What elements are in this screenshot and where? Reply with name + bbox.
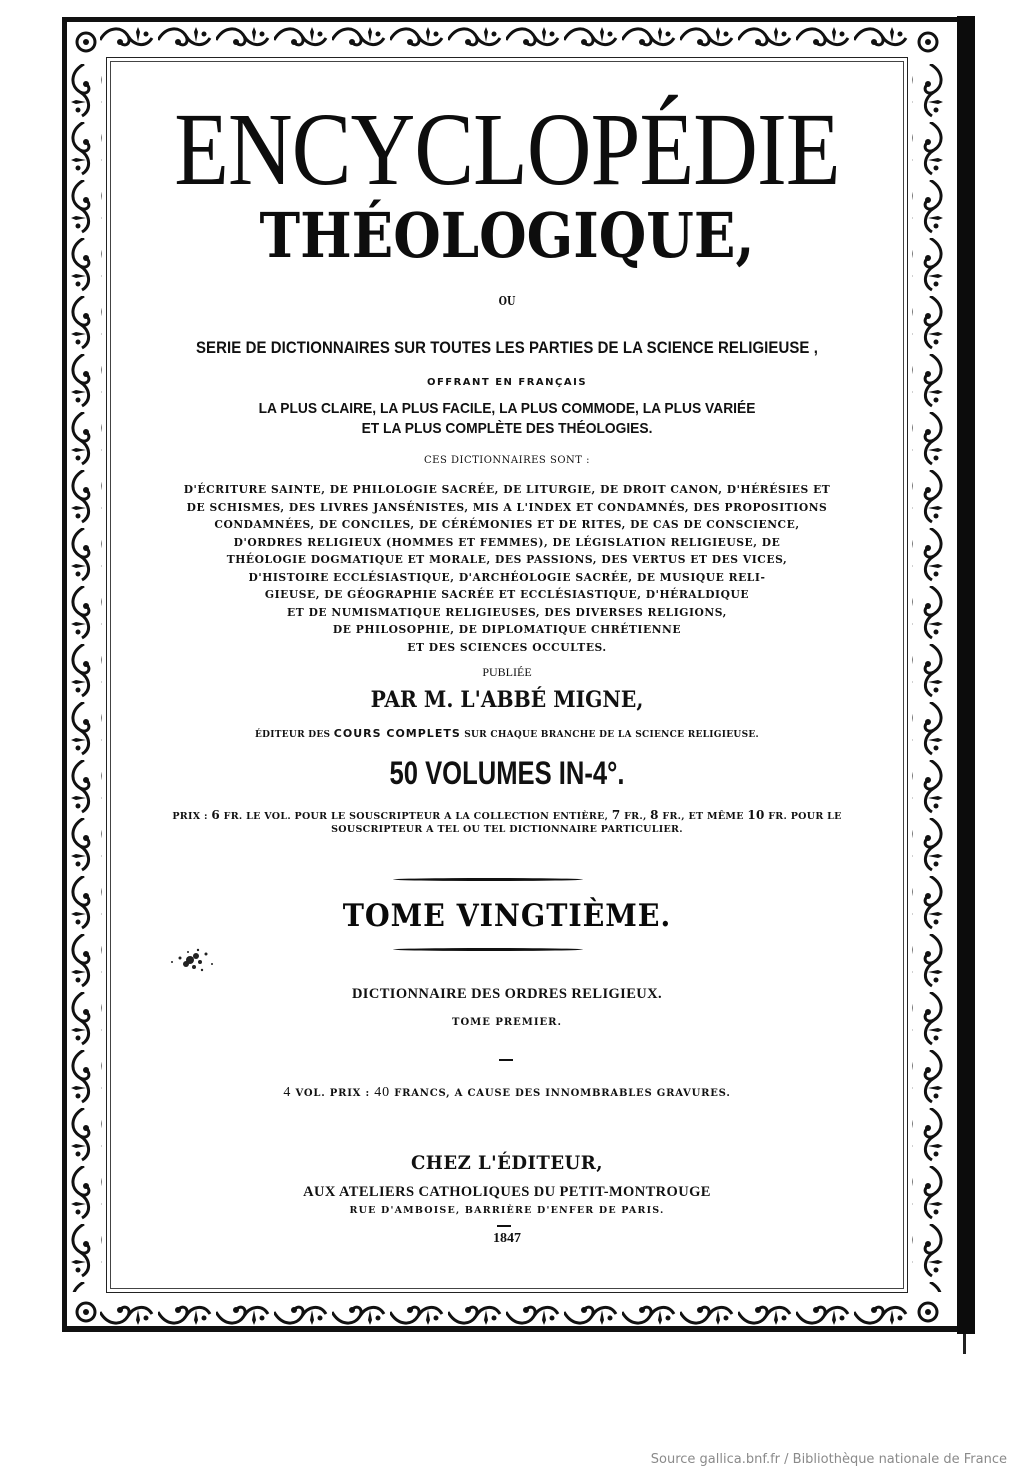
source-credit: Source gallica.bnf.fr / Bibliothèque nationale de France	[650, 1452, 1007, 1467]
subjects-line: THÉOLOGIE DOGMATIQUE ET MORALE, DES PASSIONS, DES VERTUS ET DES VICES,	[226, 552, 788, 566]
subjects-line: D'HISTOIRE ECCLÉSIASTIQUE, D'ARCHÉOLOGIE SACRÉE, DE MUSIQUE RELI-	[248, 569, 766, 584]
price-text: FR. LE VOL. POUR LE SOUSCRIPTEUR A LA COLLECTION ENTIÈRE,	[220, 811, 612, 822]
decorative-rule-bottom	[393, 948, 583, 951]
subjects-list	[110, 481, 904, 656]
qualities-line-2: ET LA PLUS COMPLÈTE DES THÉOLOGIES.	[361, 420, 653, 437]
year-divider	[497, 1225, 511, 1227]
editeur-prefix: ÉDITEUR DES	[255, 730, 334, 740]
price-number: 8	[650, 808, 659, 822]
subtitle-theologique: THÉOLOGIQUE,	[259, 199, 755, 272]
author-line: PAR M. L'ABBÉ MIGNE,	[370, 687, 644, 713]
subjects-line: DE PHILOSOPHIE, DE DIPLOMATIQUE CHRÉTIENNE	[332, 622, 682, 636]
price-line-1	[110, 808, 904, 822]
publisher-heading: CHEZ L'ÉDITEUR,	[410, 1152, 604, 1174]
subjects-line: D'ÉCRITURE SAINTE, DE PHILOLOGIE SACRÉE, DE LITURGIE, DE DROIT CANON, D'HÉRÉSIES ET	[183, 482, 831, 496]
publisher-address-1: AUX ATELIERS CATHOLIQUES DU PETIT-MONTROUGE	[303, 1184, 711, 1200]
volumes-count: 50 VOLUMES IN-4°.	[389, 755, 625, 791]
subjects-line: D'ORDRES RELIGIEUX (HOMMES ET FEMMES), DE LÉGISLATION RELIGIEUSE, DE	[233, 534, 781, 549]
subjects-line: ET DES SCIENCES OCCULTES.	[407, 639, 607, 654]
volume-price-line	[110, 1085, 904, 1101]
price-text: FR. POUR LE	[764, 811, 842, 822]
offrant-line: OFFRANT EN FRANÇAIS	[426, 377, 588, 388]
price-number: 40	[374, 1085, 390, 1100]
ink-stain-icon	[150, 940, 230, 980]
editeur-emphasis: COURS COMPLETS	[333, 727, 461, 740]
subjects-line: DE SCHISMES, DES LIVRES JANSÉNISTES, MIS A L'INDEX ET CONDAMNÉS, DES PROPOSITIONS	[186, 499, 828, 514]
ces-dictionnaires-line: CES DICTIONNAIRES SONT :	[424, 455, 590, 466]
dictionnaire-title: DICTIONNAIRE DES ORDRES RELIGIEUX.	[351, 986, 663, 1002]
price-text: PRIX :	[172, 811, 212, 822]
tome-heading: TOME VINGTIÈME.	[342, 898, 672, 934]
subjects-line: GIEUSE, DE GÉOGRAPHIE SACRÉE ET ECCLÉSIASTIQUE, D'HÉRALDIQUE	[264, 587, 750, 601]
price-line-2: SOUSCRIPTEUR A TEL OU TEL DICTIONNAIRE PARTICULIER.	[331, 824, 683, 835]
price-number: 10	[747, 808, 765, 822]
price-number: 4	[283, 1085, 292, 1100]
dash-divider	[499, 1059, 513, 1061]
qualities-line-1: LA PLUS CLAIRE, LA PLUS FACILE, LA PLUS COMMODE, LA PLUS VARIÉE	[258, 400, 756, 417]
subjects-line: ET DE NUMISMATIQUE RELIGIEUSES, DES DIVERSES RELIGIONS,	[287, 604, 727, 619]
publication-year: 1847	[493, 1231, 521, 1246]
editeur-line	[110, 727, 904, 740]
price-text: FR.,	[620, 811, 651, 822]
subjects-line: CONDAMNÉES, DE CONCILES, DE CÉRÉMONIES ET DE RITES, DE CAS DE CONSCIENCE,	[214, 517, 800, 531]
price-text: FR., ET MÊME	[658, 811, 748, 822]
price-text: VOL. PRIX :	[291, 1088, 375, 1099]
conjunction-ou: OU	[498, 294, 516, 308]
price-number: 7	[611, 808, 621, 822]
price-number: 6	[211, 808, 221, 822]
publiee-label: PUBLIÉE	[482, 665, 532, 679]
publisher-address-2: RUE D'AMBOISE, BARRIÈRE D'ENFER DE PARIS.	[349, 1205, 665, 1216]
decorative-rule-top	[393, 878, 583, 881]
main-title: ENCYCLOPÉDIE	[174, 92, 840, 207]
serie-line: SERIE DE DICTIONNAIRES SUR TOUTES LES PARTIES DE LA SCIENCE RELIGIEUSE ,	[195, 338, 818, 357]
tome-premier-label: TOME PREMIER.	[452, 1017, 562, 1028]
editeur-suffix: SUR CHAQUE BRANCHE DE LA SCIENCE RELIGIEUSE.	[460, 730, 759, 740]
price-text: FRANCS, A CAUSE DES INNOMBRABLES GRAVURES.	[389, 1088, 731, 1099]
